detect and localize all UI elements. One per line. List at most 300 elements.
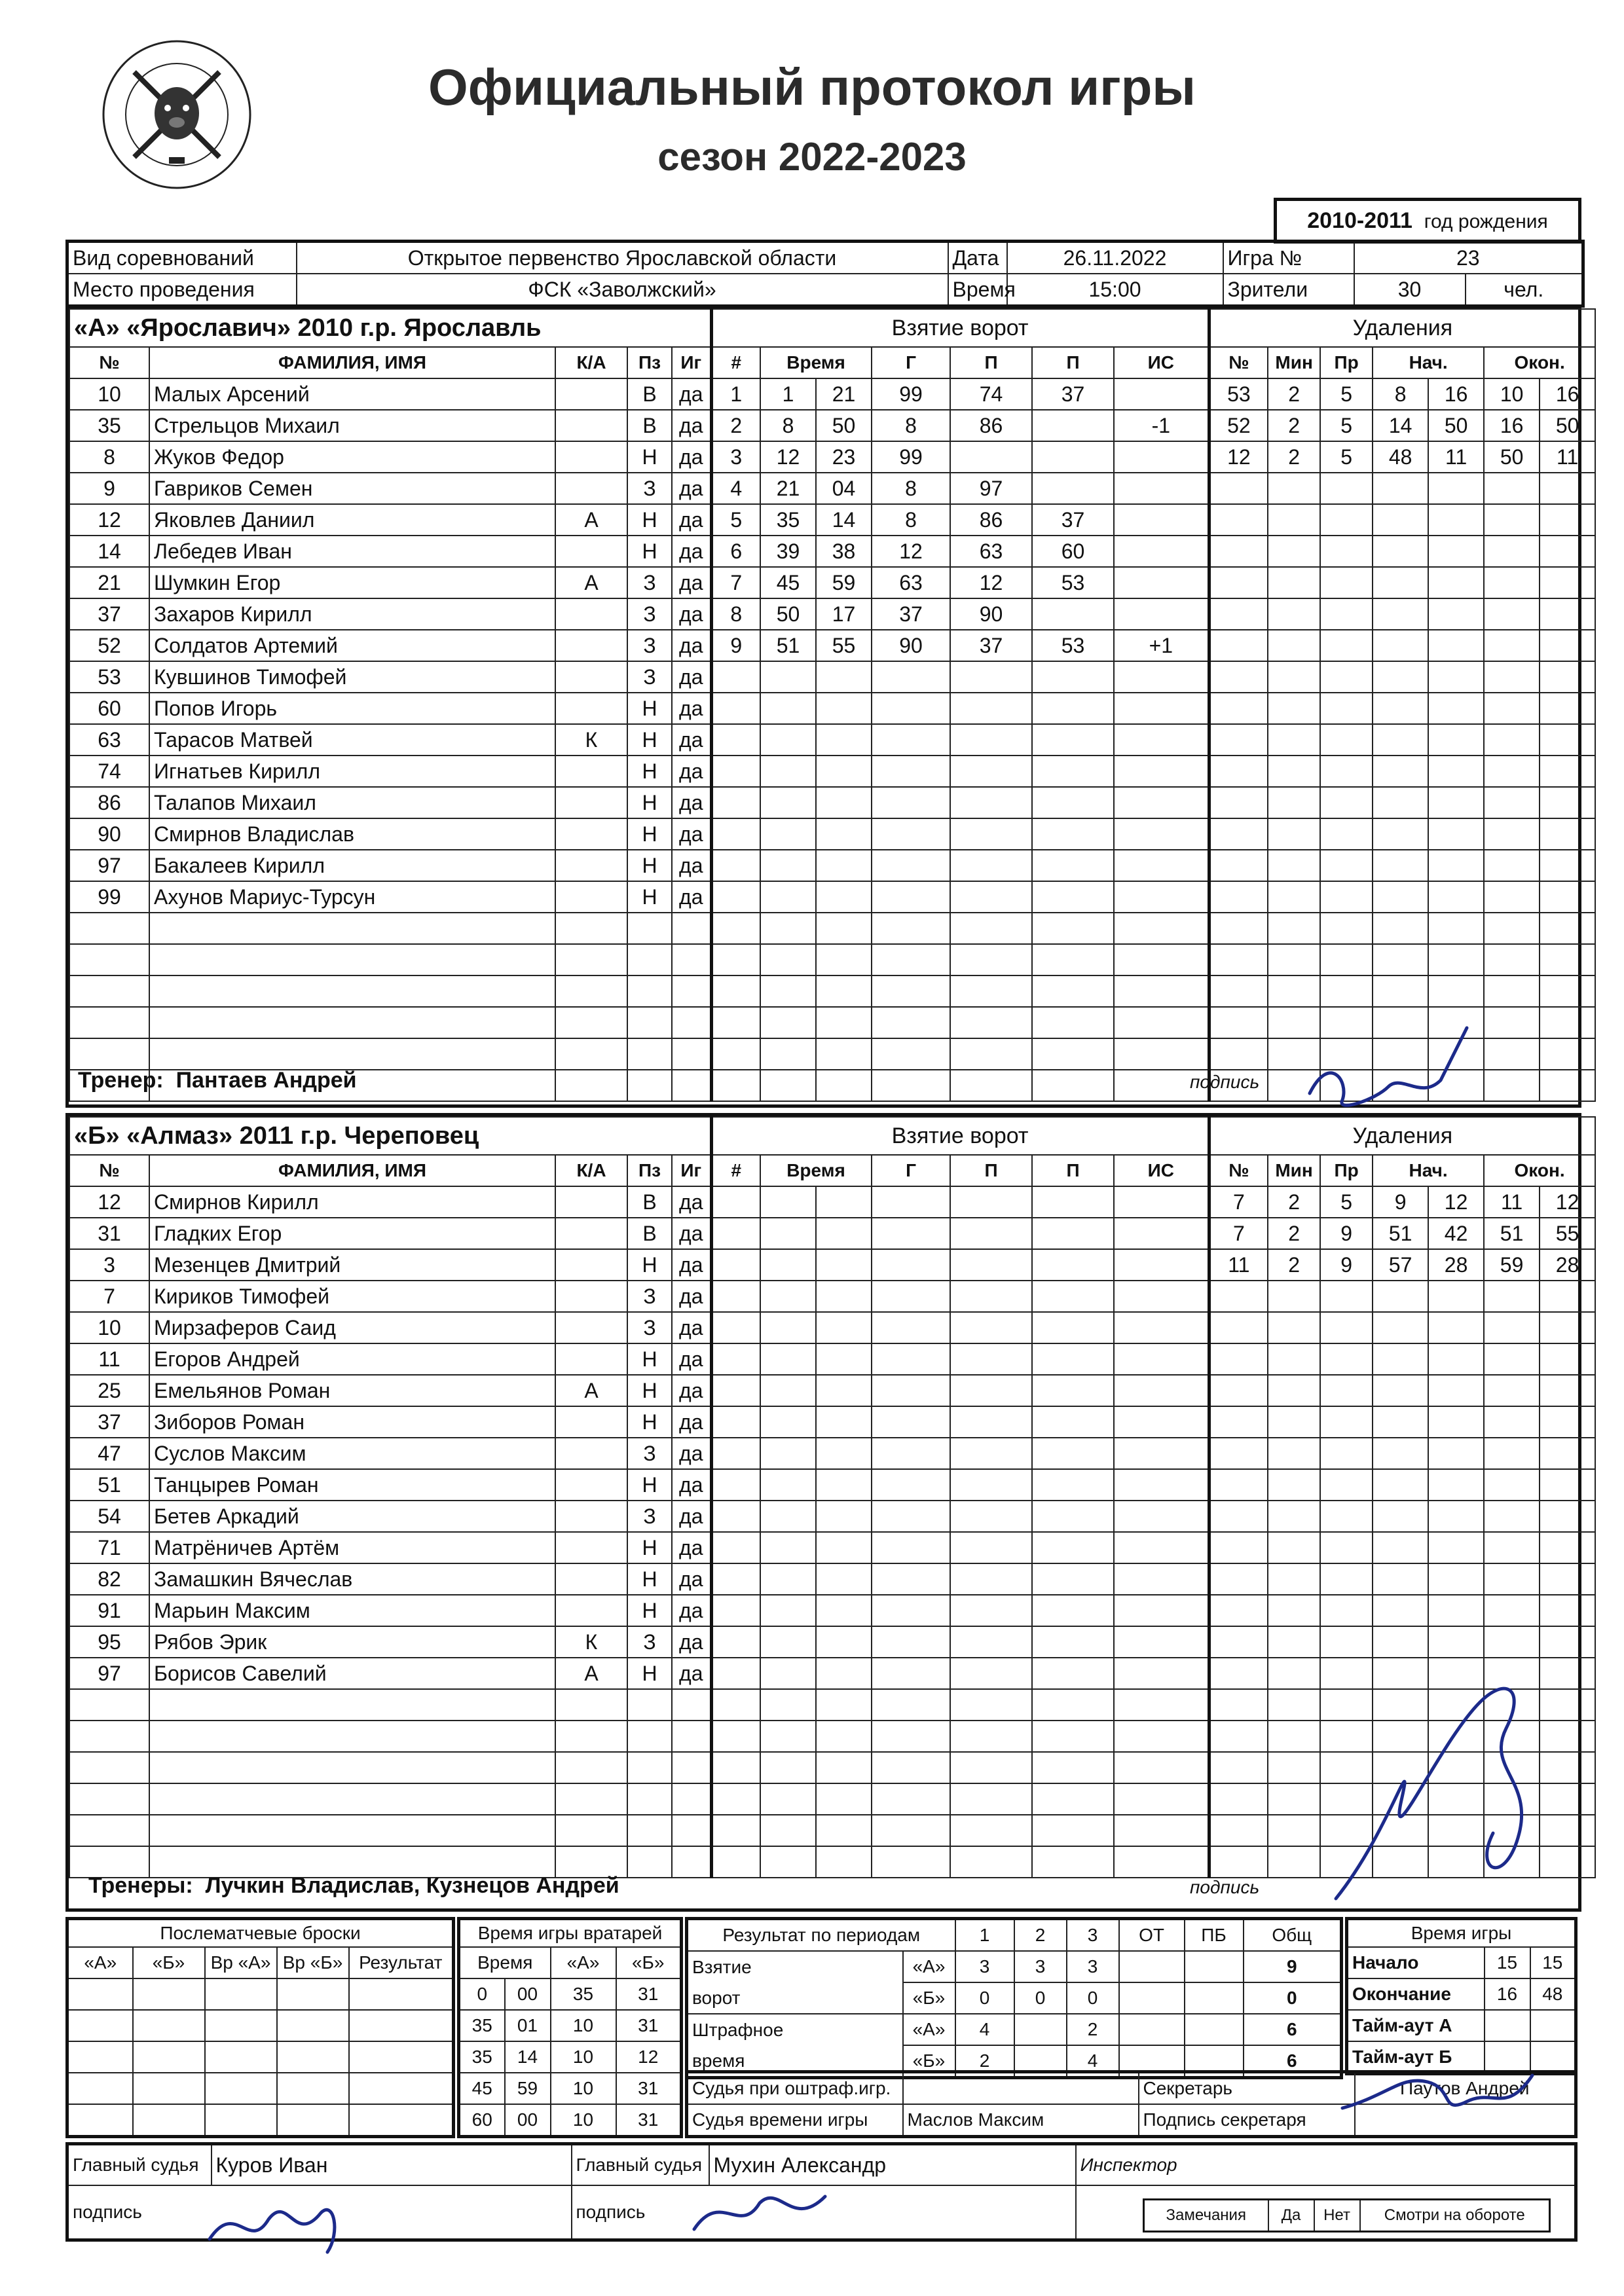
- penalty-end-sec: [1540, 1375, 1595, 1406]
- goal-situation: [1114, 1186, 1209, 1218]
- player-role: [555, 913, 627, 944]
- player-played: да: [672, 1563, 711, 1595]
- player-played: да: [672, 1469, 711, 1501]
- table-cell: Г: [872, 347, 950, 378]
- player-role: А: [555, 567, 627, 598]
- player-played: да: [672, 567, 711, 598]
- table-cell: Мин: [1268, 347, 1320, 378]
- goal-minute: [760, 1846, 816, 1878]
- penalty-minutes: [1268, 598, 1320, 630]
- goal-assist-2: [1032, 598, 1114, 630]
- time-label: Время: [948, 274, 1007, 306]
- table-row: [69, 504, 1595, 536]
- penalty-minutes: [1268, 913, 1320, 944]
- player-played: да: [672, 1312, 711, 1343]
- player-number: 37: [69, 598, 149, 630]
- team-b-penalties-header: Удаления: [1209, 1117, 1595, 1155]
- goal-scorer: [872, 1249, 950, 1281]
- player-role: [555, 1689, 627, 1721]
- player-played: да: [672, 410, 711, 441]
- goal-second: [816, 1658, 872, 1689]
- table-row: [69, 1375, 1595, 1406]
- period-results-table: [685, 1917, 1343, 2079]
- player-played: да: [672, 1406, 711, 1438]
- table-cell: Время игры вратарей: [459, 1919, 682, 1948]
- player-position: З: [627, 598, 672, 630]
- goal-assist-2: [1032, 1406, 1114, 1438]
- goal-number: [711, 661, 760, 693]
- player-position: Н: [627, 441, 672, 473]
- penalty-end-min: [1484, 1375, 1540, 1406]
- penalty-player: [1209, 1783, 1268, 1815]
- table-cell: подпись: [67, 2185, 212, 2240]
- table-cell: 0: [1014, 1982, 1067, 2014]
- goal-assist-2: [1032, 1815, 1114, 1846]
- penalty-reason: [1320, 536, 1373, 567]
- table-row: [459, 1978, 682, 2010]
- goal-situation: [1114, 1815, 1209, 1846]
- table-cell: 16: [1485, 1978, 1530, 2010]
- penalty-player: [1209, 787, 1268, 818]
- player-role: [555, 1532, 627, 1563]
- player-name: Шумкин Егор: [149, 567, 555, 598]
- goal-assist-2: [1032, 1563, 1114, 1595]
- table-row: [69, 724, 1595, 756]
- table-cell: Результат: [349, 1947, 454, 1978]
- player-played: да: [672, 1218, 711, 1249]
- penalty-end-min: [1484, 1070, 1540, 1101]
- goal-assist-2: 53: [1032, 630, 1114, 661]
- player-number: 31: [69, 1218, 149, 1249]
- table-row: [69, 567, 1595, 598]
- player-role: [555, 598, 627, 630]
- goal-situation: [1114, 1846, 1209, 1878]
- table-row: [687, 1951, 1342, 1982]
- table-row: [459, 2010, 682, 2041]
- goal-scorer: [872, 1218, 950, 1249]
- penalty-end-sec: [1540, 1038, 1595, 1070]
- goal-assist-1: [950, 1846, 1032, 1878]
- goal-assist-2: 53: [1032, 567, 1114, 598]
- table-row: [69, 1438, 1595, 1469]
- player-name: Игнатьев Кирилл: [149, 756, 555, 787]
- penalty-minutes: [1268, 850, 1320, 881]
- penalty-end-min: [1484, 630, 1540, 661]
- penalty-end-sec: 16: [1540, 378, 1595, 410]
- table-cell: [205, 2041, 277, 2073]
- comp-label: Вид соревнований: [67, 242, 297, 274]
- goal-scorer: [872, 1038, 950, 1070]
- penalty-start-min: [1373, 567, 1428, 598]
- player-number: 97: [69, 850, 149, 881]
- goal-assist-2: [1032, 1846, 1114, 1878]
- player-position: З: [627, 661, 672, 693]
- penalty-start-sec: [1428, 1595, 1484, 1626]
- player-name: Смирнов Кирилл: [149, 1186, 555, 1218]
- goal-second: 38: [816, 536, 872, 567]
- penalty-end-sec: [1540, 1783, 1595, 1815]
- player-number: 74: [69, 756, 149, 787]
- goal-assist-1: [950, 1438, 1032, 1469]
- penalty-end-min: [1484, 567, 1540, 598]
- penalty-minutes: 2: [1268, 441, 1320, 473]
- goal-minute: [760, 1218, 816, 1249]
- table-cell: Начало: [1347, 1947, 1485, 1978]
- goal-minute: [760, 944, 816, 975]
- table-cell: Пр: [1320, 1155, 1373, 1186]
- goal-assist-1: [950, 944, 1032, 975]
- goal-situation: [1114, 1752, 1209, 1783]
- penalty-end-sec: 11: [1540, 441, 1595, 473]
- goal-minute: 39: [760, 536, 816, 567]
- penalty-start-min: [1373, 504, 1428, 536]
- goal-situation: [1114, 1218, 1209, 1249]
- goal-second: [816, 1815, 872, 1846]
- player-number: 8: [69, 441, 149, 473]
- table-cell: 6: [1244, 2014, 1342, 2045]
- goal-assist-2: [1032, 1438, 1114, 1469]
- table-row: [69, 1532, 1595, 1563]
- penalty-end-sec: [1540, 787, 1595, 818]
- player-role: К: [555, 724, 627, 756]
- penalty-start-sec: [1428, 1469, 1484, 1501]
- goal-number: [711, 1218, 760, 1249]
- player-played: [672, 1070, 711, 1101]
- penalty-end-sec: [1540, 1343, 1595, 1375]
- player-position: Н: [627, 1249, 672, 1281]
- table-row: [69, 410, 1595, 441]
- table-cell: [277, 2104, 349, 2137]
- penalty-start-sec: 28: [1428, 1249, 1484, 1281]
- table-cell: 01: [505, 2010, 551, 2041]
- player-position: В: [627, 1186, 672, 1218]
- player-name: Ахунов Мариус-Турсун: [149, 881, 555, 913]
- goal-assist-2: [1032, 1312, 1114, 1343]
- goal-assist-2: [1032, 1626, 1114, 1658]
- table-cell: 2: [1067, 2014, 1119, 2045]
- player-number: 82: [69, 1563, 149, 1595]
- goal-second: 55: [816, 630, 872, 661]
- player-number: [69, 1038, 149, 1070]
- goal-assist-2: [1032, 693, 1114, 724]
- player-position: Н: [627, 724, 672, 756]
- goal-situation: [1114, 724, 1209, 756]
- penalty-end-sec: [1540, 756, 1595, 787]
- table-cell: [277, 1978, 349, 2010]
- penalty-reason: [1320, 1532, 1373, 1563]
- penalty-end-min: [1484, 724, 1540, 756]
- player-number: 37: [69, 1406, 149, 1438]
- penalty-start-min: 14: [1373, 410, 1428, 441]
- goal-scorer: [872, 693, 950, 724]
- player-name: [149, 913, 555, 944]
- player-role: [555, 1721, 627, 1752]
- player-role: А: [555, 1658, 627, 1689]
- table-cell: подпись: [572, 2185, 709, 2240]
- goal-second: [816, 1070, 872, 1101]
- table-cell: «Б»: [616, 1947, 682, 1978]
- table-cell: Судья при оштраф.игр.: [687, 2072, 903, 2105]
- table-cell: ИС: [1114, 347, 1209, 378]
- goal-number: [711, 693, 760, 724]
- player-role: [555, 881, 627, 913]
- player-name: Замашкин Вячеслав: [149, 1563, 555, 1595]
- player-number: 9: [69, 473, 149, 504]
- goal-scorer: 8: [872, 473, 950, 504]
- goal-assist-1: [950, 1752, 1032, 1783]
- goal-scorer: [872, 1721, 950, 1752]
- goal-assist-1: [950, 441, 1032, 473]
- penalty-player: [1209, 818, 1268, 850]
- team-b-goals-header: Взятие ворот: [711, 1117, 1209, 1155]
- table-cell: 6: [1244, 2045, 1342, 2078]
- goal-assist-2: [1032, 1752, 1114, 1783]
- penalty-reason: [1320, 661, 1373, 693]
- table-cell: [1119, 1982, 1185, 2014]
- team-a-title: «А» «Ярославич» 2010 г.р. Ярославль: [69, 309, 711, 347]
- penalty-end-sec: [1540, 881, 1595, 913]
- table-cell: Смотри на обороте: [1360, 2200, 1550, 2232]
- penalty-end-sec: [1540, 1469, 1595, 1501]
- penalty-player: [1209, 1721, 1268, 1752]
- goal-scorer: [872, 1070, 950, 1101]
- player-role: [555, 1312, 627, 1343]
- goal-minute: [760, 1375, 816, 1406]
- goal-assist-2: [1032, 881, 1114, 913]
- penalty-start-sec: [1428, 818, 1484, 850]
- player-played: да: [672, 1532, 711, 1563]
- penalty-end-min: [1484, 504, 1540, 536]
- penalty-reason: [1320, 787, 1373, 818]
- penalty-player: [1209, 1375, 1268, 1406]
- player-played: [672, 1783, 711, 1815]
- player-played: [672, 913, 711, 944]
- penalty-end-min: [1484, 787, 1540, 818]
- player-role: [555, 1186, 627, 1218]
- table-row: [459, 2104, 682, 2137]
- goal-scorer: [872, 913, 950, 944]
- penalty-reason: 5: [1320, 1186, 1373, 1218]
- table-cell: 12: [616, 2041, 682, 2073]
- player-number: [69, 1007, 149, 1038]
- table-row: [69, 1218, 1595, 1249]
- goal-assist-1: [950, 1721, 1032, 1752]
- penalty-end-min: 50: [1484, 441, 1540, 473]
- table-cell: «А»: [903, 1951, 955, 1982]
- player-position: [627, 1070, 672, 1101]
- goal-situation: [1114, 1038, 1209, 1070]
- penalty-end-sec: [1540, 661, 1595, 693]
- table-row: [69, 1501, 1595, 1532]
- player-role: [555, 1501, 627, 1532]
- goal-scorer: [872, 1469, 950, 1501]
- penalty-reason: [1320, 567, 1373, 598]
- player-role: [555, 1007, 627, 1038]
- player-position: Н: [627, 1469, 672, 1501]
- player-role: [555, 1249, 627, 1281]
- table-cell: #: [711, 347, 760, 378]
- penalty-minutes: [1268, 1595, 1320, 1626]
- goal-number: [711, 881, 760, 913]
- goal-minute: [760, 975, 816, 1007]
- goal-assist-2: [1032, 818, 1114, 850]
- penalty-start-sec: 42: [1428, 1218, 1484, 1249]
- goal-minute: [760, 1501, 816, 1532]
- goal-situation: [1114, 693, 1209, 724]
- table-cell: 10: [551, 2104, 616, 2137]
- goal-minute: 50: [760, 598, 816, 630]
- goal-minute: 21: [760, 473, 816, 504]
- player-number: [69, 944, 149, 975]
- goal-situation: [1114, 1658, 1209, 1689]
- goal-number: [711, 756, 760, 787]
- table-cell: 3: [1014, 1951, 1067, 1982]
- goal-second: [816, 1343, 872, 1375]
- goal-number: 6: [711, 536, 760, 567]
- goal-situation: [1114, 1406, 1209, 1438]
- team-a-goals-header: Взятие ворот: [711, 309, 1209, 347]
- penalty-end-min: 10: [1484, 378, 1540, 410]
- player-role: [555, 630, 627, 661]
- season-title: сезон 2022-2023: [657, 135, 967, 179]
- table-cell: Инспектор: [1076, 2144, 1576, 2186]
- table-cell: Главный судья: [67, 2144, 212, 2186]
- goal-assist-1: [950, 1249, 1032, 1281]
- player-position: Н: [627, 818, 672, 850]
- penalty-start-sec: [1428, 881, 1484, 913]
- penalty-reason: [1320, 693, 1373, 724]
- player-name: Мезенцев Дмитрий: [149, 1249, 555, 1281]
- penalty-start-min: [1373, 1281, 1428, 1312]
- penalty-start-min: [1373, 913, 1428, 944]
- goal-number: [711, 1658, 760, 1689]
- table-cell: 9: [1244, 1951, 1342, 1982]
- penalty-reason: [1320, 1343, 1373, 1375]
- penalty-start-sec: [1428, 1406, 1484, 1438]
- penalty-start-min: [1373, 787, 1428, 818]
- player-number: 60: [69, 693, 149, 724]
- table-cell: [903, 2072, 1139, 2105]
- goal-number: 5: [711, 504, 760, 536]
- player-name: Тарасов Матвей: [149, 724, 555, 756]
- penalty-minutes: [1268, 1532, 1320, 1563]
- goal-number: [711, 1595, 760, 1626]
- penalty-start-sec: [1428, 944, 1484, 975]
- goal-situation: [1114, 441, 1209, 473]
- player-name: Бакалеев Кирилл: [149, 850, 555, 881]
- player-name: Матрёничев Артём: [149, 1532, 555, 1563]
- table-row: [69, 1469, 1595, 1501]
- goal-number: 8: [711, 598, 760, 630]
- penalty-reason: [1320, 1469, 1373, 1501]
- goal-assist-1: [950, 1070, 1032, 1101]
- player-played: да: [672, 1501, 711, 1532]
- penalty-end-min: [1484, 975, 1540, 1007]
- penalty-start-sec: [1428, 756, 1484, 787]
- player-name: Бетев Аркадий: [149, 1501, 555, 1532]
- goal-number: [711, 1815, 760, 1846]
- table-cell: [277, 2041, 349, 2073]
- penalty-reason: [1320, 1563, 1373, 1595]
- goal-second: 59: [816, 567, 872, 598]
- table-cell: 31: [616, 2073, 682, 2104]
- table-cell: [277, 2010, 349, 2041]
- table-cell: «А»: [551, 1947, 616, 1978]
- penalty-reason: [1320, 630, 1373, 661]
- penalty-minutes: [1268, 881, 1320, 913]
- penalty-minutes: [1268, 504, 1320, 536]
- table-row: [69, 693, 1595, 724]
- penalty-reason: [1320, 881, 1373, 913]
- penalty-player: 7: [1209, 1186, 1268, 1218]
- player-position: [627, 1007, 672, 1038]
- penalty-player: [1209, 693, 1268, 724]
- secretary-signature: [1336, 2056, 1552, 2128]
- player-played: да: [672, 536, 711, 567]
- table-cell: [349, 2010, 454, 2041]
- team-a-table: [69, 308, 1596, 1102]
- goal-assist-1: 12: [950, 567, 1032, 598]
- penalty-end-min: 16: [1484, 410, 1540, 441]
- table-cell: [133, 2073, 205, 2104]
- penalty-start-sec: [1428, 1563, 1484, 1595]
- goal-situation: [1114, 473, 1209, 504]
- player-number: 10: [69, 378, 149, 410]
- penalty-reason: [1320, 724, 1373, 756]
- goal-situation: [1114, 1249, 1209, 1281]
- player-name: Кириков Тимофей: [149, 1281, 555, 1312]
- goal-minute: [760, 787, 816, 818]
- goal-assist-2: [1032, 1375, 1114, 1406]
- player-role: [555, 410, 627, 441]
- coach-b-signature: [1310, 1637, 1545, 1925]
- goal-assist-1: [950, 1186, 1032, 1218]
- goal-second: [816, 693, 872, 724]
- goal-second: [816, 661, 872, 693]
- table-cell: [349, 2073, 454, 2104]
- player-name: Суслов Максим: [149, 1438, 555, 1469]
- player-number: 71: [69, 1532, 149, 1563]
- goal-minute: [760, 881, 816, 913]
- goal-second: [816, 1438, 872, 1469]
- goal-situation: [1114, 1375, 1209, 1406]
- penalty-start-sec: [1428, 1438, 1484, 1469]
- player-name: [149, 1038, 555, 1070]
- goal-scorer: [872, 1532, 950, 1563]
- table-cell: [67, 1978, 133, 2010]
- player-position: [627, 1721, 672, 1752]
- goal-scorer: 63: [872, 567, 950, 598]
- player-position: [627, 1846, 672, 1878]
- goal-minute: [760, 1783, 816, 1815]
- goal-assist-1: [950, 693, 1032, 724]
- penalty-reason: [1320, 944, 1373, 975]
- penalty-end-sec: [1540, 1752, 1595, 1783]
- player-position: З: [627, 1501, 672, 1532]
- table-row: [687, 1982, 1342, 2014]
- goal-scorer: [872, 881, 950, 913]
- goal-second: [816, 1846, 872, 1878]
- goal-minute: [760, 1438, 816, 1469]
- penalty-end-sec: [1540, 693, 1595, 724]
- goal-scorer: 8: [872, 504, 950, 536]
- player-number: [69, 1721, 149, 1752]
- penalty-player: [1209, 850, 1268, 881]
- player-position: Н: [627, 1595, 672, 1626]
- goal-minute: [760, 1721, 816, 1752]
- penalty-start-sec: [1428, 787, 1484, 818]
- goal-scorer: [872, 1595, 950, 1626]
